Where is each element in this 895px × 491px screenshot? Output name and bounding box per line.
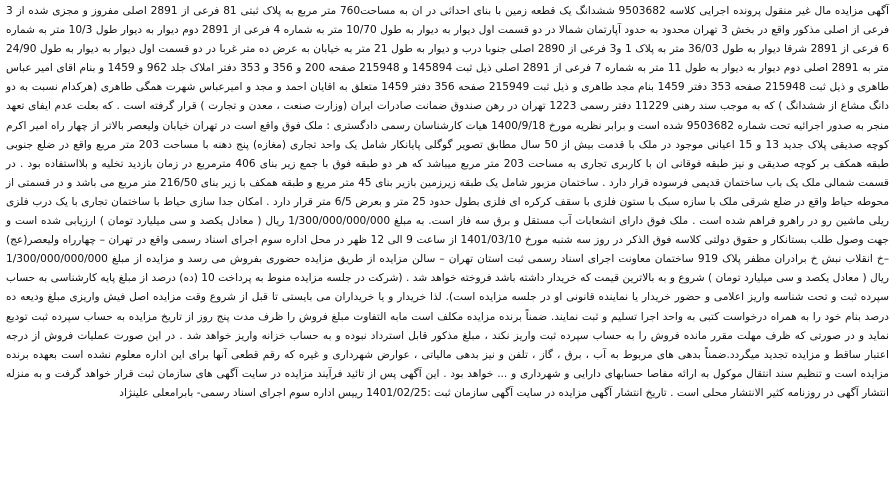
notice-text: آگهی مزایده مال غیر منقول پرونده اجرایی کلاسه 9503682 ششدانگ یک قطعه زمین با بنای احداثی در ان به مساحت760 متر مربع به پلاک ثبتی 81 فرعی از 2891 اصلی مفروز و مجزی شده از 3 فرعی از اصلی مذکور واقع در بخش 3 تهران محدود به حدود آپارتمان شمالا در دو قسمت اول دیوار به دیوار به طول 10/70 متر به شماره 4 فرعی از 2891 دوم دیوار به دیوار طول 10/3 متر به شماره 6 فرعی از 2891 شرقا دیوار به طول 36/03 متر به پلاک 1 و3 فرعی از 2890 اصلی جنوبا درب و دیوار به طول 21 متر به خیابان به عرض ده متر غربا در دو قسمت اول دیوار به دیوار به طول 24/90 متر به 2891 اصلی دوم دیوار به دیوار به طول 11 متر به شماره 7 فرعی از 2891 اصلی ذیل ثبت 145894 و 215948 صفحه 200 و 356 و 353 دفتر املاک جلد 962 و 1459 و بنام اقای امیر عباس طاهری و ذیل ثبت 215948 صفحه 353 دفتر 1459 بنام مجد طاهری و ذیل ثبت 215949 صفحه 356 دفتر 1459 متعلق به اقایان احمد و مجد و امیرعباس شهرت همگی طاهری (هرکدام نسبت به دو دانگ مشاع از ششدانگ ) که به موجب سند رهنی 11229 دفتر رسمی 1223 تهران در رهن صندوق ضمانت صادرات ایران (وزارت صنعت ، معدن و تجارت ) قرار گرفته است . که بعلت عدم ایفای تعهد منجر به صدور اجرائیه تحت شماره 9503682 شده است و برابر نظریه مورخ 1400/9/18 هیات کارشناسان رسمی دادگستری : ملک فوق واقع است در تهران خیابان ولیعصر بالاتر از چهار راه امیر اکرم کوچه صدیقی پلاک جدید 13 و 15 اعیانی موجود در ملک با قدمت بیش از 50 سال مطابق تصویر گوگلی پایانکار شامل یک واحد تجاری (مغازه) پنج دهنه با مساحت 203 متر مربع واقع در ضلع جنوبی طبقه همکف بر کوچه صدیقی و نیز طبقه فوقانی ان با کاربری تجاری به مساحت 203 متر مربع میباشد که هر دو طبقه فوق با جمع زیر بنای 406 مترمربع در زمان بازدید تخلیه و بلااستفاده بود . در قسمت شمالی ملک یک باب ساختمان قدیمی فرسوده قرار دارد . ساختمان مزبور شامل یک طبقه زیرزمین بازیر بنای 45 متر مربع و طبقه همکف با زیر بنای 216/50 متر مربع می باشد و در قسمتی از محوطه حیاط واقع در ضلع شرقی ملک با سازه سبک با ستون فلزی با سقف کرکره ای فلزی بطول حدود 25 متر و بعرض 6/5 متر قرار دارد . امکان جدا سازی حیاط با ساختمان تجاری با یک درب فلزی ریلی ماشین رو در راهرو فراهم شده است . ملک فوق دارای انشعابات آب مستقل و برق سه فاز است. به مبلغ 1/300/000/000/000 ریال ( معادل یکصد و سی میلیارد تومان ) ارزیابی شده است و جهت وصول طلب بستانکار و حقوق دولتی کلاسه فوق الذکر در روز سه شنبه مورخ 1401/03/10 از ساعت 9 الی 12 ظهر در محل اداره سوم اجرای اسناد رسمی واقع در تهران – چهارراه ولیعصر(عج) –خ انقلاب نبش خ برادران مظفر پلاک 919 ساختمان معاونت اجرای اسناد رسمی ثبت استان تهران – سالن مزایده از طریق مزایده حضوری بفروش می رسد و مزایده از مبلغ 1/300/000/000/000 ریال ( معادل یکصد و سی میلیارد تومان ) شروع و به بالاترین قیمت که خریدار داشته باشد فروخته خواهد شد . (شرکت در جلسه مزایده منوط به پرداخت 10 (ده) درصد از مبلغ پایه کارشناسی به حساب سپرده ثبت و تحت شناسه واریز اعلامی و حضور خریدار یا نماینده قانونی او در جلسه مزایده است). لذا خریدار و یا خریداران می بایستی تا قبل از شروع وقت مزایده اصل فیش واریزی مبلغ ودیعه ده درصد بنام خود را به همراه درخواست کتبی به واحد اجرا تسلیم و ثبت نمایند. ضمناً برنده مزایده مکلف است مابه التفاوت مبلغ فروش را ظرف مدت پنج روز از تاریخ مزایده به حساب سپرده ثبت تودیع نماید و در صورتی که ظرف مهلت مقرر مانده فروش را به حساب سپرده ثبت واریز نکند ، مبلغ مذکور قابل استرداد نبوده و به حساب خزانه واریز خواهد شد . در این صورت عملیات فروش از درجه اعتبار ساقط و مزایده تجدید میگردد.ضمناً بدهی های مربوط به آب ، برق ، گاز ، تلفن و نیز بدهی مالیاتی ، عوارض شهرداری و غیره که رقم قطعی آنها برای این اداره معلوم نشده است بعهده برنده مزایده است و تنظیم سند انتقال موکول به ارائه مفاصا حسابهای دارایی و شهرداری و ... خواهد بود . این آگهی پس از تائید فرآیند مزایده در سایت آگهی های سازمان ثبت قرار خواهد گرفت و به منزله انتشار آگهی در روزنامه کثیر الانتشار محلی است . تاریخ انتشار آگهی مزایده در سایت آگهی سازمان ثبت :1401/02/25 رییس اداره سوم اجرای اسناد رسمی- بابرامعلی علینژاد	[6, 5, 890, 399]
